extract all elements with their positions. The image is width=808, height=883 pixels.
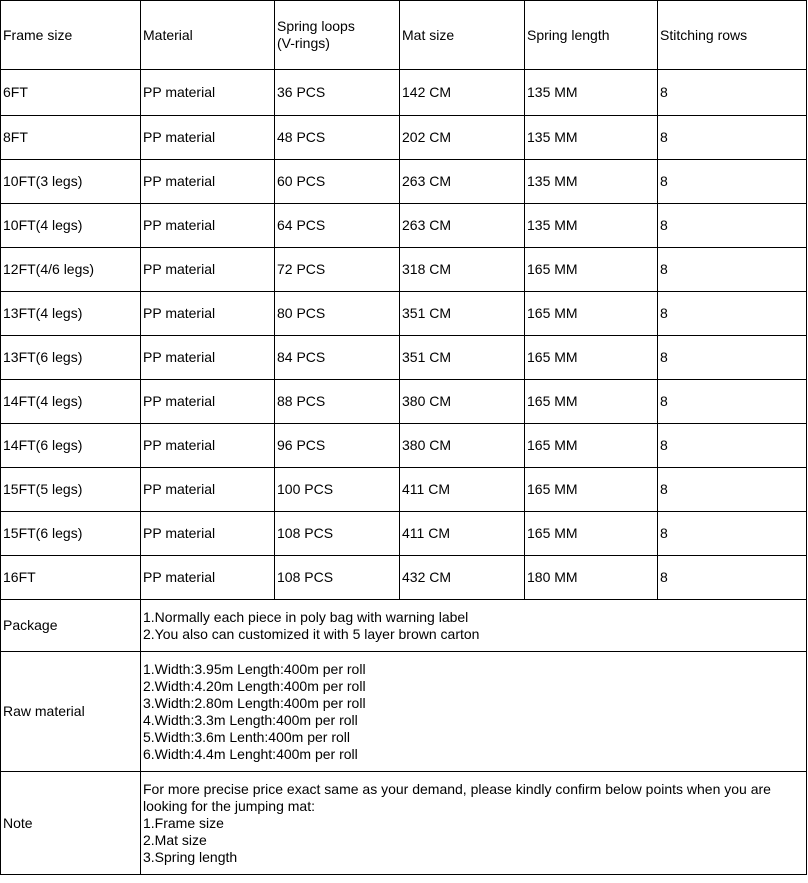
table-row [1, 336, 807, 380]
note-line: For more precise price exact same as your demand, please kindly confirm below points when you are looking for the jumping mat: [143, 780, 771, 814]
package-label: Package [1, 600, 141, 652]
header-spring-loops-line: (V-rings) [277, 35, 330, 51]
cell-spring-length: 165 MM [525, 380, 658, 424]
raw-material-line: 4.Width:3.3m Length:400m per roll [143, 711, 358, 728]
cell-frame-size: 10FT(3 legs) [1, 160, 141, 204]
cell-stitching-rows: 8 [658, 556, 807, 600]
cell-mat-size: 351 CM [400, 292, 525, 336]
cell-stitching-rows: 8 [658, 70, 807, 116]
cell-frame-size: 13FT(6 legs) [1, 336, 141, 380]
cell-spring-length: 135 MM [525, 116, 658, 160]
note-label: Note [1, 772, 141, 875]
cell-stitching-rows: 8 [658, 292, 807, 336]
note-row [1, 772, 807, 875]
cell-spring-loops: 80 PCS [275, 292, 400, 336]
cell-stitching-rows: 8 [658, 116, 807, 160]
cell-material: PP material [141, 292, 275, 336]
cell-spring-length: 165 MM [525, 512, 658, 556]
cell-spring-length: 135 MM [525, 160, 658, 204]
raw-material-line: 5.Width:3.6m Lenth:400m per roll [143, 728, 350, 745]
table-row [1, 204, 807, 248]
cell-spring-loops: 60 PCS [275, 160, 400, 204]
cell-spring-loops: 84 PCS [275, 336, 400, 380]
cell-material: PP material [141, 204, 275, 248]
table-row [1, 116, 807, 160]
cell-material: PP material [141, 424, 275, 468]
cell-spring-length: 165 MM [525, 336, 658, 380]
package-line: 1.Normally each piece in poly bag with warning label [143, 608, 469, 625]
cell-spring-loops: 64 PCS [275, 204, 400, 248]
table-row [1, 556, 807, 600]
table-row [1, 70, 807, 116]
header-frame-size: Frame size [1, 1, 141, 70]
table-row [1, 424, 807, 468]
raw-material-row [1, 652, 807, 772]
cell-spring-length: 165 MM [525, 468, 658, 512]
cell-stitching-rows: 8 [658, 424, 807, 468]
cell-spring-loops: 108 PCS [275, 556, 400, 600]
cell-material: PP material [141, 116, 275, 160]
cell-mat-size: 411 CM [400, 468, 525, 512]
cell-frame-size: 16FT [1, 556, 141, 600]
package-row [1, 600, 807, 652]
cell-stitching-rows: 8 [658, 336, 807, 380]
cell-spring-loops: 88 PCS [275, 380, 400, 424]
raw-material-label: Raw material [1, 652, 141, 772]
cell-stitching-rows: 8 [658, 468, 807, 512]
header-spring-loops-line: Spring loops [277, 18, 355, 34]
table-row [1, 292, 807, 336]
table-row [1, 160, 807, 204]
cell-spring-loops: 36 PCS [275, 70, 400, 116]
raw-material-line: 3.Width:2.80m Length:400m per roll [143, 694, 366, 711]
cell-stitching-rows: 8 [658, 248, 807, 292]
raw-material-line: 1.Width:3.95m Length:400m per roll [143, 660, 366, 677]
note-line: 1.Frame size [143, 814, 224, 831]
cell-material: PP material [141, 380, 275, 424]
cell-spring-loops: 100 PCS [275, 468, 400, 512]
raw-material-line: 2.Width:4.20m Length:400m per roll [143, 677, 366, 694]
cell-spring-length: 135 MM [525, 70, 658, 116]
cell-spring-loops: 72 PCS [275, 248, 400, 292]
cell-frame-size: 14FT(6 legs) [1, 424, 141, 468]
cell-mat-size: 411 CM [400, 512, 525, 556]
header-stitching-rows: Stitching rows [658, 1, 807, 70]
header-row [1, 1, 807, 70]
cell-frame-size: 8FT [1, 116, 141, 160]
cell-material: PP material [141, 248, 275, 292]
cell-material: PP material [141, 160, 275, 204]
cell-frame-size: 15FT(5 legs) [1, 468, 141, 512]
cell-mat-size: 318 CM [400, 248, 525, 292]
cell-material: PP material [141, 512, 275, 556]
header-spring-length: Spring length [525, 1, 658, 70]
package-details [141, 600, 807, 652]
cell-spring-length: 165 MM [525, 248, 658, 292]
cell-stitching-rows: 8 [658, 204, 807, 248]
cell-spring-length: 165 MM [525, 292, 658, 336]
cell-spring-length: 135 MM [525, 204, 658, 248]
table-row [1, 380, 807, 424]
cell-frame-size: 10FT(4 legs) [1, 204, 141, 248]
cell-frame-size: 14FT(4 legs) [1, 380, 141, 424]
package-line: 2.You also can customized it with 5 layer brown carton [143, 625, 480, 642]
cell-stitching-rows: 8 [658, 160, 807, 204]
cell-mat-size: 202 CM [400, 116, 525, 160]
table-row [1, 512, 807, 556]
cell-spring-length: 180 MM [525, 556, 658, 600]
cell-frame-size: 6FT [1, 70, 141, 116]
cell-material: PP material [141, 70, 275, 116]
cell-mat-size: 380 CM [400, 380, 525, 424]
note-line: 3.Spring length [143, 848, 238, 865]
cell-mat-size: 380 CM [400, 424, 525, 468]
raw-material-line: 6.Width:4.4m Lenght:400m per roll [143, 745, 358, 762]
cell-stitching-rows: 8 [658, 512, 807, 556]
header-mat-size: Mat size [400, 1, 525, 70]
table-row [1, 468, 807, 512]
note-line: 2.Mat size [143, 831, 207, 848]
cell-material: PP material [141, 336, 275, 380]
cell-spring-loops: 96 PCS [275, 424, 400, 468]
cell-spring-loops: 48 PCS [275, 116, 400, 160]
cell-mat-size: 263 CM [400, 160, 525, 204]
note-details [141, 772, 807, 875]
cell-frame-size: 12FT(4/6 legs) [1, 248, 141, 292]
cell-spring-loops: 108 PCS [275, 512, 400, 556]
cell-material: PP material [141, 468, 275, 512]
cell-mat-size: 351 CM [400, 336, 525, 380]
cell-stitching-rows: 8 [658, 380, 807, 424]
header-spring-loops [275, 1, 400, 70]
cell-frame-size: 13FT(4 legs) [1, 292, 141, 336]
cell-mat-size: 142 CM [400, 70, 525, 116]
cell-material: PP material [141, 556, 275, 600]
header-material: Material [141, 1, 275, 70]
cell-mat-size: 263 CM [400, 204, 525, 248]
table-row [1, 248, 807, 292]
raw-material-details [141, 652, 807, 772]
cell-mat-size: 432 CM [400, 556, 525, 600]
cell-spring-length: 165 MM [525, 424, 658, 468]
cell-frame-size: 15FT(6 legs) [1, 512, 141, 556]
